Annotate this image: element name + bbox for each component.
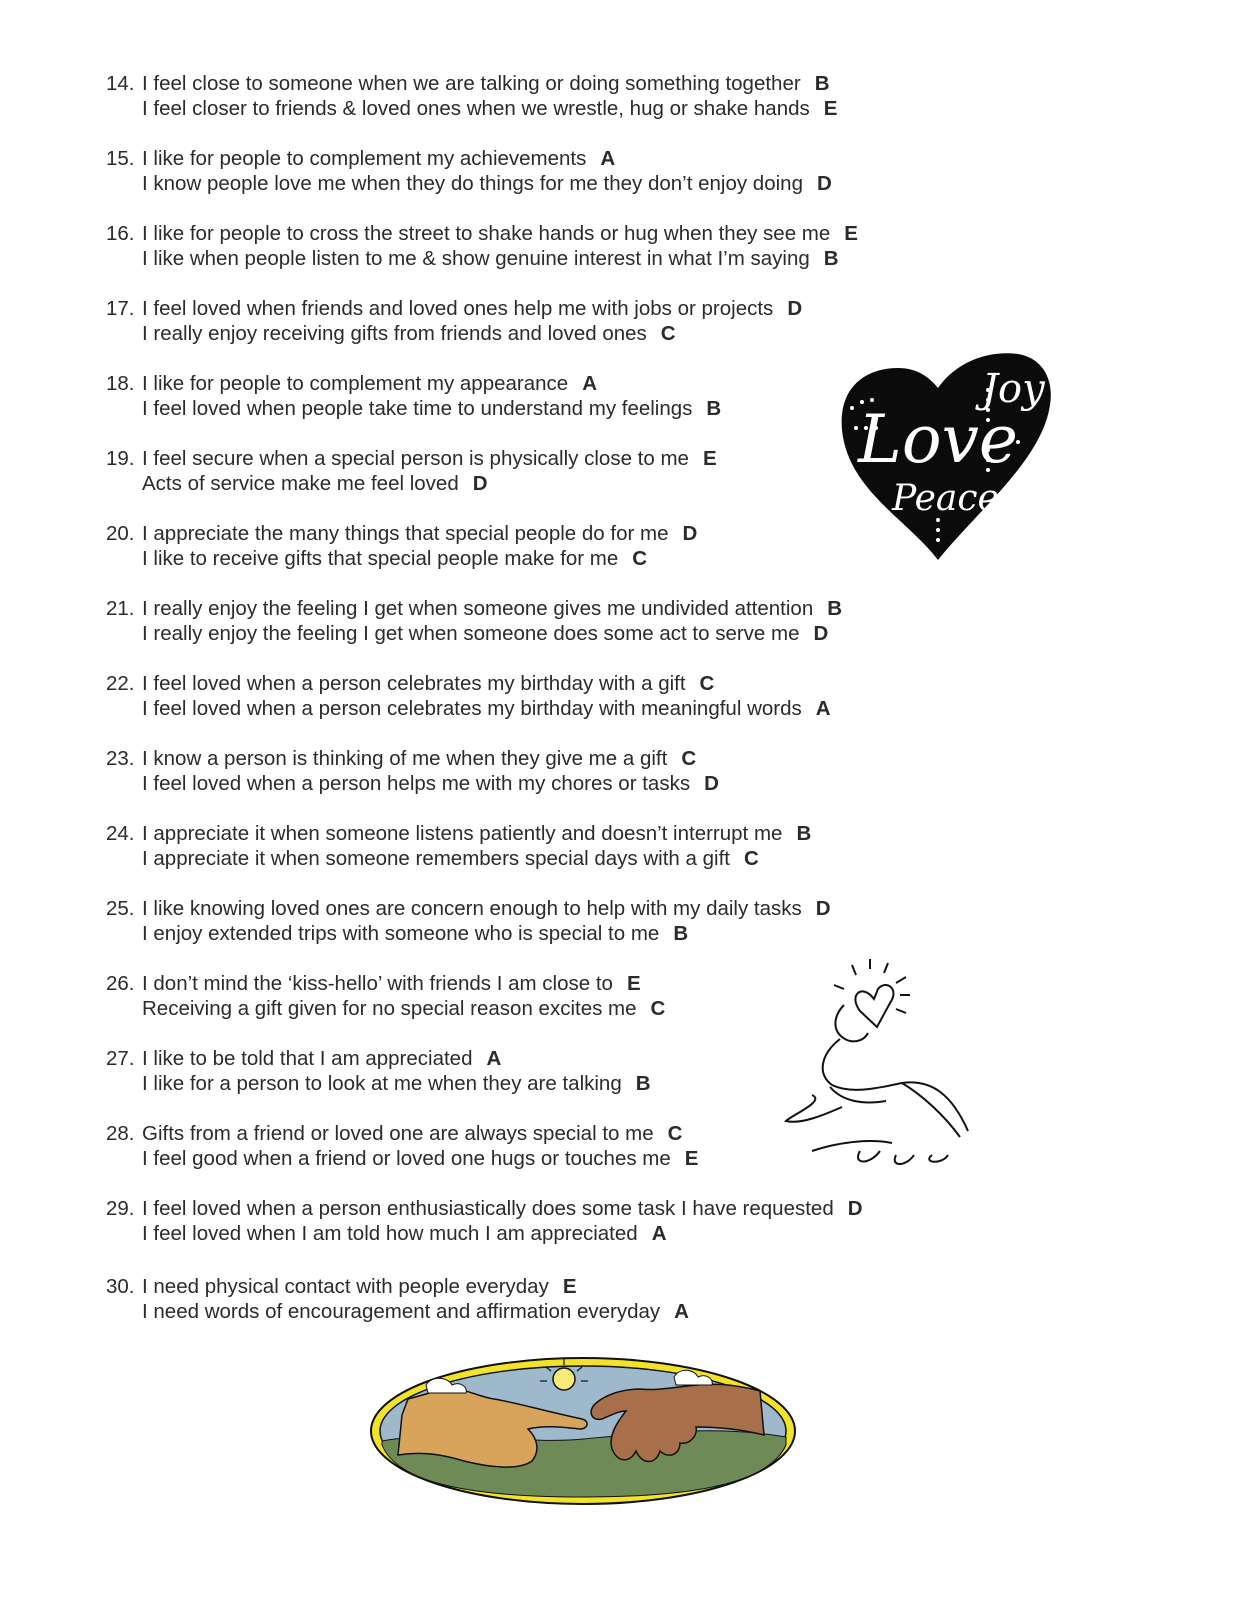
answer-letter: B: [706, 397, 722, 420]
answer-letter: B: [673, 922, 689, 945]
statement-text: Gifts from a friend or loved one are always special to me: [142, 1122, 654, 1145]
statement-text: I really enjoy the feeling I get when someone gives me undivided attention: [142, 597, 814, 620]
statement-line: [106, 896, 831, 922]
statement-text: I like for a person to look at me when they are talking: [142, 1072, 622, 1095]
answer-letter: D: [815, 897, 831, 920]
question-number: 24.: [106, 822, 135, 845]
statement-text: I feel loved when a person celebrates my birthday with a gift: [142, 672, 686, 695]
question-number: 26.: [106, 972, 135, 995]
statement-line: [106, 596, 842, 622]
answer-letter: B: [827, 597, 843, 620]
answer-letter: A: [674, 1300, 689, 1323]
statement-text: I feel loved when I am told how much I am appreciated: [142, 1222, 638, 1245]
statement-text: I like to be told that I am appreciated: [142, 1047, 473, 1070]
answer-letter: A: [600, 147, 616, 170]
statement-text: I feel loved when a person celebrates my birthday with meaningful words: [142, 697, 802, 720]
answer-letter: C: [660, 322, 676, 345]
statement-line: [106, 1046, 501, 1072]
heart-illustration: [838, 350, 1058, 562]
answer-letter: C: [681, 747, 697, 770]
statement-line: [106, 71, 830, 97]
statement-text: I feel close to someone when we are talking or doing something together: [142, 72, 801, 95]
statement-text: I appreciate the many things that special people do for me: [142, 522, 669, 545]
statement-text: I appreciate it when someone listens patiently and doesn’t interrupt me: [142, 822, 783, 845]
question-number: 19.: [106, 447, 135, 470]
answer-letter: C: [650, 997, 666, 1020]
statement-text: I don’t mind the ‘kiss-hello’ with friends I am close to: [142, 972, 613, 995]
statement-line: [106, 1121, 682, 1147]
answer-letter: B: [635, 1072, 651, 1095]
answer-letter: B: [823, 247, 839, 270]
statement-text: I feel secure when a special person is physically close to me: [142, 447, 689, 470]
question-number: 14.: [106, 72, 135, 95]
answer-letter: D: [816, 172, 832, 195]
question-number: 21.: [106, 597, 135, 620]
answer-letter: C: [632, 547, 648, 570]
answer-letter: D: [682, 522, 698, 545]
statement-line: [142, 696, 831, 722]
statement-line: [142, 396, 721, 422]
heart-word-peace: Peace: [892, 478, 999, 519]
answer-letter: C: [743, 847, 759, 870]
statement-text: I need words of encouragement and affirmation everyday: [142, 1300, 661, 1323]
statement-text: I like to receive gifts that special people make for me: [142, 547, 619, 570]
statement-text: I really enjoy receiving gifts from friends and loved ones: [142, 322, 647, 345]
question-number: 20.: [106, 522, 135, 545]
answer-letter: B: [796, 822, 812, 845]
answer-letter: C: [699, 672, 715, 695]
hands-illustration: [368, 1355, 798, 1507]
statement-line: [142, 921, 688, 947]
statement-text: I like knowing loved ones are concern enough to help with my daily tasks: [142, 897, 802, 920]
question-number: 22.: [106, 672, 135, 695]
statement-text: I know people love me when they do things for me they don’t enjoy doing: [142, 172, 803, 195]
statement-line: [142, 1299, 689, 1325]
statement-line: [106, 146, 615, 172]
statement-line: [106, 296, 802, 322]
statement-text: I feel closer to friends & loved ones when we wrestle, hug or shake hands: [142, 97, 810, 120]
statement-line: [106, 971, 641, 997]
answer-letter: E: [562, 1275, 577, 1298]
answer-letter: D: [704, 772, 719, 795]
statement-text: Receiving a gift given for no special reason excites me: [142, 997, 637, 1020]
statement-text: I appreciate it when someone remembers special days with a gift: [142, 847, 730, 870]
statement-line: [106, 446, 717, 472]
answer-letter: E: [626, 972, 641, 995]
statement-line: [142, 1221, 667, 1247]
statement-text: I enjoy extended trips with someone who is special to me: [142, 922, 660, 945]
statement-line: [142, 546, 647, 572]
statement-line: [142, 771, 719, 797]
answer-letter: B: [814, 72, 830, 95]
dancer-illustration: [782, 955, 982, 1175]
question-number: 28.: [106, 1122, 135, 1145]
statement-line: [106, 521, 697, 547]
statement-text: I like for people to complement my achievements: [142, 147, 587, 170]
answer-letter: E: [844, 222, 858, 245]
statement-text: I feel loved when a person helps me with my chores or tasks: [142, 772, 691, 795]
statement-line: [106, 1274, 577, 1300]
statement-line: [142, 1071, 651, 1097]
answer-letter: A: [582, 372, 597, 395]
question-number: 15.: [106, 147, 135, 170]
question-number: 16.: [106, 222, 135, 245]
statement-line: [142, 171, 832, 197]
question-number: 30.: [106, 1275, 135, 1298]
question-number: 18.: [106, 372, 135, 395]
statement-text: I know a person is thinking of me when they give me a gift: [142, 747, 668, 770]
statement-line: [106, 1196, 863, 1222]
statement-line: [142, 846, 759, 872]
statement-text: Acts of service make me feel loved: [142, 472, 459, 495]
question-number: 29.: [106, 1197, 135, 1220]
statement-text: I feel loved when people take time to understand my feelings: [142, 397, 693, 420]
answer-letter: A: [815, 697, 831, 720]
statement-line: [142, 1146, 698, 1172]
question-number: 17.: [106, 297, 135, 320]
heart-word-love: Love: [858, 401, 1018, 478]
heart-word-joy: Joy: [982, 366, 1045, 412]
statement-line: [142, 471, 488, 497]
answer-letter: D: [787, 297, 803, 320]
question-number: 23.: [106, 747, 135, 770]
statement-line: [142, 996, 665, 1022]
answer-letter: E: [823, 97, 838, 120]
statement-text: I like for people to complement my appearance: [142, 372, 569, 395]
answer-letter: D: [847, 1197, 863, 1220]
question-number: 25.: [106, 897, 135, 920]
statement-line: [142, 621, 828, 647]
statement-text: I really enjoy the feeling I get when someone does some act to serve me: [142, 622, 800, 645]
statement-line: [142, 246, 839, 272]
statement-text: I need physical contact with people everyday: [142, 1275, 549, 1298]
statement-line: [106, 221, 858, 247]
statement-text: I like for people to cross the street to shake hands or hug when they see me: [142, 222, 831, 245]
statement-text: I feel loved when a person enthusiastically does some task I have requested: [142, 1197, 834, 1220]
statement-line: [142, 96, 837, 122]
statement-line: [142, 321, 676, 347]
answer-letter: D: [472, 472, 488, 495]
statement-line: [106, 746, 696, 772]
statement-text: I feel good when a friend or loved one hugs or touches me: [142, 1147, 671, 1170]
statement-line: [106, 821, 811, 847]
answer-letter: A: [486, 1047, 502, 1070]
answer-letter: C: [667, 1122, 683, 1145]
statement-line: [106, 671, 714, 697]
answer-letter: D: [813, 622, 829, 645]
question-number: 27.: [106, 1047, 135, 1070]
statement-line: [106, 371, 597, 397]
answer-letter: E: [702, 447, 717, 470]
statement-text: I feel loved when friends and loved ones help me with jobs or projects: [142, 297, 774, 320]
answer-letter: A: [651, 1222, 667, 1245]
statement-text: I like when people listen to me & show genuine interest in what I’m saying: [142, 247, 810, 270]
answer-letter: E: [684, 1147, 699, 1170]
